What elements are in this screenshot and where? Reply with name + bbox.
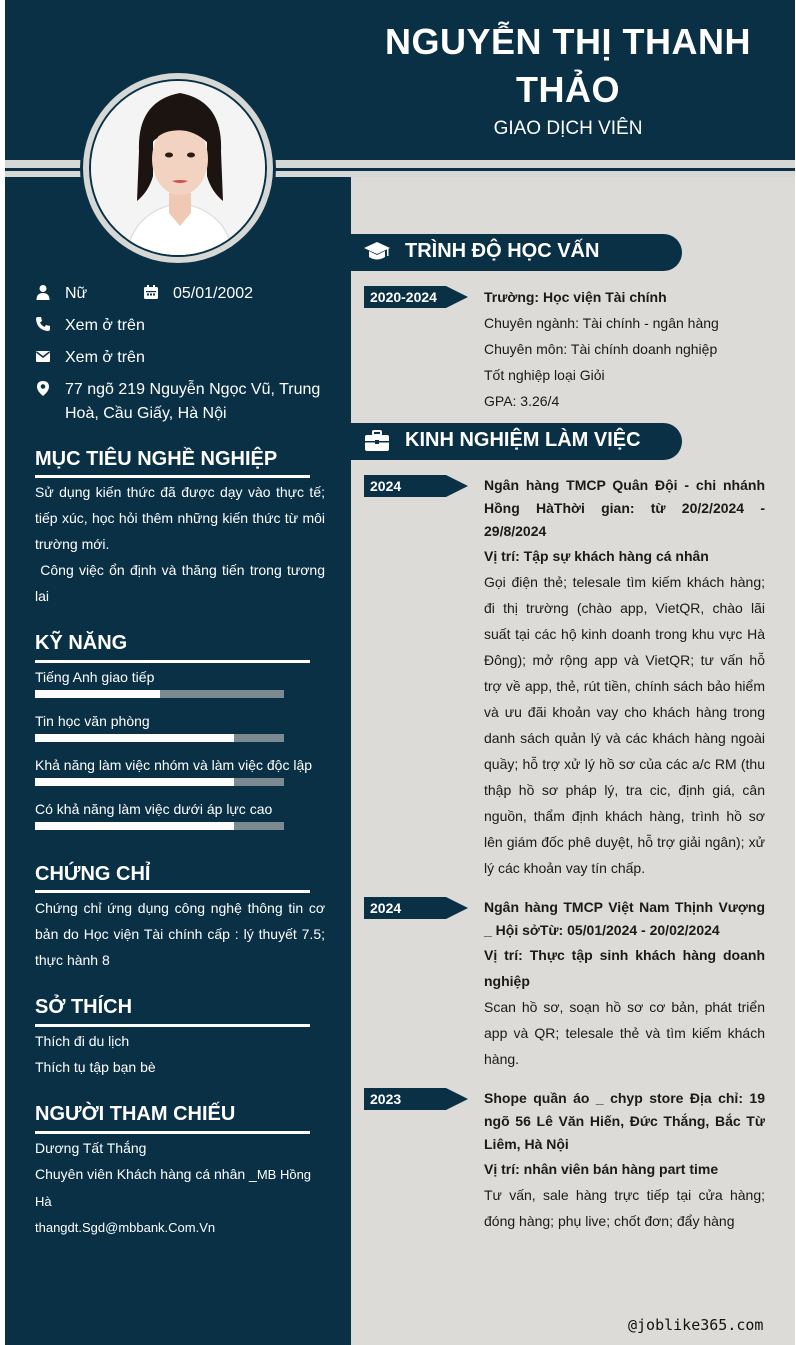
skill-bar xyxy=(35,822,284,830)
calendar-icon xyxy=(143,284,159,300)
phone-icon xyxy=(35,316,51,332)
reference-org: MB Hồng Hà xyxy=(35,1167,312,1209)
graduation-cap-icon xyxy=(363,240,391,264)
skill-bar xyxy=(35,778,284,786)
skill-label: Tin học văn phòng xyxy=(35,713,150,729)
footer-watermark: @joblike365.com xyxy=(628,1316,764,1334)
skill-fill xyxy=(35,734,234,742)
skill-bar xyxy=(35,734,284,742)
education-details xyxy=(484,284,765,414)
briefcase-icon xyxy=(363,429,391,453)
education-heading: TRÌNH ĐỘ HỌC VẤN xyxy=(405,240,600,262)
job-year: 2024 xyxy=(370,900,402,916)
certificates-text: Chứng chỉ ứng dụng công nghệ thông tin cơ bản do Học viện Tài chính cấp : lý thuyết 7.5; thực hành 8 xyxy=(35,900,325,968)
education-period: 2020-2024 xyxy=(370,289,437,305)
reference-role: Chuyên viên Khách hàng cá nhân _MB Hồng Hà xyxy=(35,1166,312,1209)
education-header xyxy=(351,234,682,271)
job-position: Vị trí: nhân viên bán hàng part time xyxy=(484,1161,719,1177)
reference-details xyxy=(35,1135,325,1241)
reference-email: thangdt.Sgd@mbbank.Com.Vn xyxy=(35,1220,216,1235)
job-position: Vị trí: Tập sự khách hàng cá nhân xyxy=(484,548,709,564)
hobbies-list xyxy=(35,1028,325,1080)
hobby-item: Thích đi du lịch xyxy=(35,1033,130,1049)
job-entry xyxy=(484,474,765,881)
experience-header xyxy=(351,423,682,460)
dob-value: 05/01/2002 xyxy=(173,285,254,302)
skills-rule xyxy=(35,660,310,663)
email-value: Xem ở trên xyxy=(65,349,145,366)
hobbies-rule xyxy=(35,1024,310,1027)
skills-heading: KỸ NĂNG xyxy=(35,632,128,654)
candidate-name: NGUYỄN THỊ THANH THẢO xyxy=(385,21,751,110)
education-gpa: GPA: 3.26/4 xyxy=(484,393,560,409)
job-entry xyxy=(484,1087,765,1234)
job-description: Scan hồ sơ, soạn hồ sơ cơ bản, phát triển app và QR; telesale thẻ và tìm kiếm khách hàng. xyxy=(484,999,765,1067)
hobbies-heading: SỞ THÍCH xyxy=(35,996,133,1018)
job-company: Ngân hàng TMCP Quân Đội - chi nhánh Hồng HàThời gian: từ 20/2/2024 - 29/8/2024 xyxy=(484,477,765,539)
job-position: Vị trí: Thực tập sinh khách hàng doanh nghiệp xyxy=(484,947,765,989)
skill-label: Tiếng Anh giao tiếp xyxy=(35,669,155,685)
job-year: 2023 xyxy=(370,1091,402,1107)
job-year-badge xyxy=(364,1088,468,1110)
skill-label: Khả năng làm việc nhóm và làm việc độc lập xyxy=(35,757,313,773)
job-entry xyxy=(484,896,765,1072)
references-rule xyxy=(35,1131,310,1134)
certificates-heading: CHỨNG CHỈ xyxy=(35,863,151,885)
candidate-title: GIAO DỊCH VIÊN xyxy=(493,118,643,139)
reference-name: Dương Tất Thắng xyxy=(35,1140,147,1156)
objective-rule xyxy=(35,475,310,478)
job-year-badge xyxy=(364,475,468,497)
skill-fill xyxy=(35,822,234,830)
references-heading: NGƯỜI THAM CHIẾU xyxy=(35,1103,236,1125)
objective-heading: MỤC TIÊU NGHỀ NGHIỆP xyxy=(35,448,278,470)
certificates-rule xyxy=(35,890,310,893)
job-description: Gọi điện thẻ; telesale tìm kiếm khách hàng; đi thị trường (chào app, VietQR, chào lãi suất tại các hộ kinh doanh trong khu vực Hà Đông); mở rộng app và VietQR; tư vấn hỗ trợ về app, thẻ, rút tiền, chính sách bảo hiểm và ưu đãi khoản vay cho khách hàng trong danh sách quản lý và các khách hàng ngoài quầy; hỗ trợ xử lý hồ sơ của các a/c RM (thu thập hồ sơ pháp lý, tra cic, định giá, cân nguồn, thẩm định khách hàng, trình hồ sơ lên giám đốc phê duyệt, hỗ trợ giải ngân); xử lý các khoản vay tín chấp. xyxy=(484,574,765,876)
avatar xyxy=(89,79,267,257)
education-specialty: Chuyên môn: Tài chính doanh nghiệp xyxy=(484,341,718,357)
job-company: Shope quần áo _ chyp store Địa chỉ: 19 ngõ 56 Lê Văn Hiến, Đức Thắng, Bắc Từ Liêm, Hà Nội xyxy=(484,1090,765,1152)
skill-bar xyxy=(35,690,284,698)
skill-fill xyxy=(35,778,234,786)
job-description: Tư vấn, sale hàng trực tiếp tại cửa hàng; đóng hàng; phụ live; chốt đơn; đẩy hàng xyxy=(484,1187,765,1229)
education-grade: Tốt nghiệp loại Giỏi xyxy=(484,367,605,383)
education-major: Chuyên ngành: Tài chính - ngân hàng xyxy=(484,315,719,331)
job-year-badge xyxy=(364,897,468,919)
map-pin-icon xyxy=(35,380,51,396)
skill-label: Có khả năng làm việc dưới áp lực cao xyxy=(35,801,273,817)
experience-heading: KINH NGHIỆM LÀM VIỆC xyxy=(405,429,641,451)
gender-value: Nữ xyxy=(65,285,88,302)
phone-value: Xem ở trên xyxy=(65,317,145,334)
job-year: 2024 xyxy=(370,478,402,494)
education-school: Trường: Học viện Tài chính xyxy=(484,289,667,305)
envelope-icon xyxy=(35,348,51,364)
hobby-item: Thích tụ tập bạn bè xyxy=(35,1059,156,1075)
skill-fill xyxy=(35,690,160,698)
education-period-badge xyxy=(364,286,468,308)
user-icon xyxy=(35,284,51,300)
address-value: 77 ngõ 219 Nguyễn Ngọc Vũ, Trung Hoà, Cầu Giấy, Hà Nội xyxy=(65,381,321,422)
job-company: Ngân hàng TMCP Việt Nam Thịnh Vượng _ Hội sởTừ: 05/01/2024 - 20/02/2024 xyxy=(484,899,765,938)
objective-text: Sử dụng kiến thức đã được dạy vào thực tế; tiếp xúc, học hỏi thêm những kiến thức từ môi trường mới. Công việc ổn định và thăng tiến trong tương lai xyxy=(35,484,329,604)
